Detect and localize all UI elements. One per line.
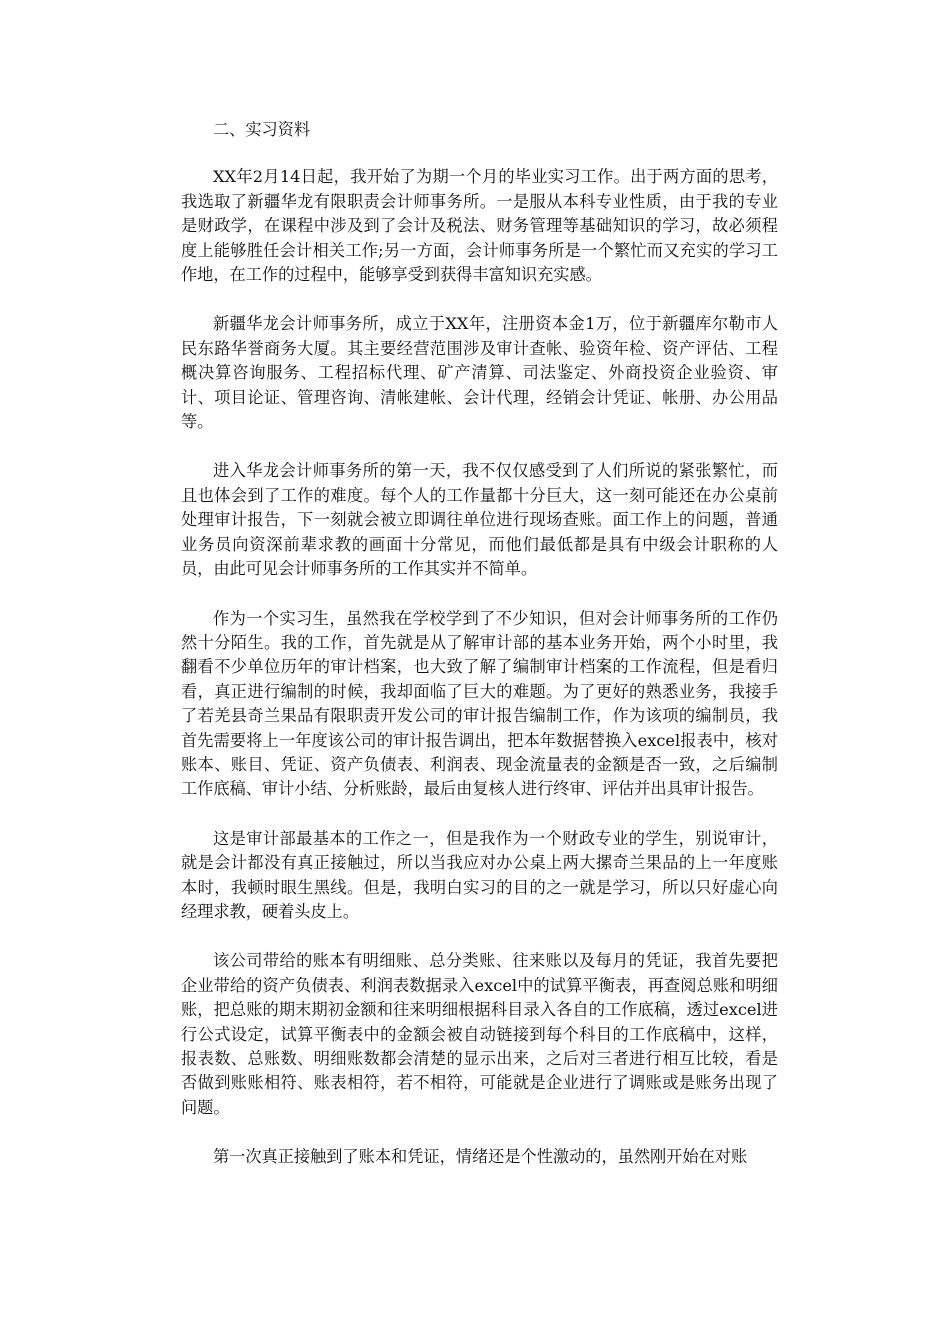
paragraph-first-contact: 第一次真正接触到了账本和凭证，情绪还是个性激动的，虽然刚开始在对账 (213, 1147, 748, 1167)
paragraph-firm-intro: 新疆华龙会计师事务所，成立于XX年，注册资本金1万，位于新疆库尔勒市人民东路华誉商务大厦。其主要经营范围涉及审计查帐、验资年检、资产评估、工程概决算咨询服务、工程招标代理、矿产清算、司法鉴定、外商投资企业验资、审计、项目论证、管理咨询、清帐建帐、会计代理，经销会计凭证、帐册、办公用品等。 (181, 314, 778, 432)
section-title: 二、实习资料 (213, 120, 311, 139)
paragraph-audit-report-work: 作为一个实习生，虽然我在学校学到了不少知识，但对会计师事务所的工作仍然十分陌生。我的工作，首先就是从了解审计部的基本业务开始，两个小时里，我翻看不少单位历年的审计档案，也大致了解了编制审计档案的工作流程，但是看归看，真正进行编制的时候，我却面临了巨大的难题。为了更好的熟悉业务，我接手了若羌县奇兰果品有限职责开发公司的审计报告编制工作，作为该项的编制员，我首先需要将上一年度该公司的审计报告调出，把本年数据替换入excel报表中，核对账本、账目、凭证、资产负债表、利润表、现金流量表的金额是否一致，之后编制工作底稿、审计小结、分析账龄，最后由复核人进行终审、评估并出具审计报告。 (181, 608, 778, 799)
paragraph-first-day: 进入华龙会计师事务所的第一天，我不仅仅感受到了人们所说的紧张繁忙，而且也体会到了工作的难度。每个人的工作量都十分巨大，这一刻可能还在办公桌前处理审计报告，下一刻就会被立即调往单位进行现场查账。面工作上的问题，普通业务员向资深前辈求教的画面十分常见，而他们最低都是具有中级会计职称的人员，由此可见会计师事务所的工作其实并不简单。 (181, 461, 778, 579)
document-page (181, 118, 778, 1170)
paragraph-basic-work: 这是审计部最基本的工作之一，但是我作为一个财政专业的学生，别说审计，就是会计都没有真正接触过，所以当我应对办公桌上两大摞奇兰果品的上一年度账本时，我顿时眼生黑线。但是，我明白实习的目的之一就是学习，所以只好虚心向经理求教，硬着头皮上。 (181, 828, 778, 921)
paragraph-ledger-process: 该公司带给的账本有明细账、总分类账、往来账以及每月的凭证，我首先要把企业带给的资产负债表、利润表数据录入excel中的试算平衡表，再查阅总账和明细账，把总账的期末期初金额和往来明细根据科目录入各自的工作底稿，透过excel进行公式设定，试算平衡表中的金额会被自动链接到每个科目的工作底稿中，这样，报表数、总账数、明细账数都会清楚的显示出来，之后对三者进行相互比较，看是否做到账账相符、账表相符，若不相符，可能就是企业进行了调账或是账务出现了问题。 (181, 951, 778, 1117)
paragraph-internship-start: XX年2月14日起，我开始了为期一个月的毕业实习工作。出于两方面的思考，我选取了新疆华龙有限职责会计师事务所。一是服从本科专业性质，由于我的专业是财政学，在课程中涉及到了会计及税法、财务管理等基础知识的学习，故必须程度上能够胜任会计相关工作;另一方面，会计师事务所是一个繁忙而又充实的学习工作地，在工作的过程中，能够享受到获得丰富知识充实感。 (181, 167, 778, 285)
